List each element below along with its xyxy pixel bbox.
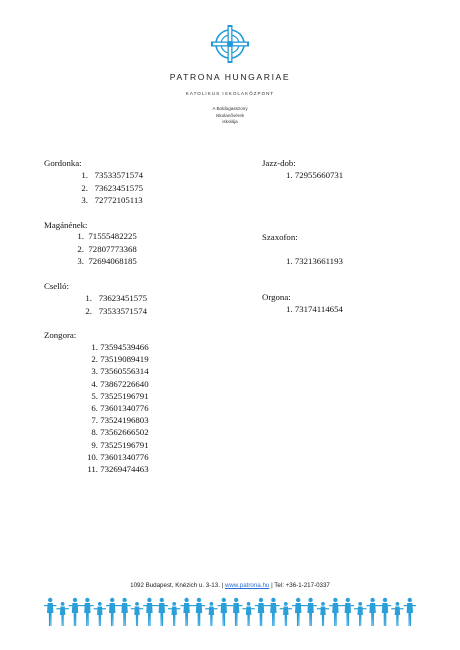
person-figure-icon [168, 602, 180, 626]
item-number: 1. [85, 293, 92, 303]
person-figure-icon [379, 598, 391, 626]
person-figure-icon [205, 602, 217, 626]
list-item [74, 182, 143, 195]
person-figure-icon [193, 598, 205, 626]
item-code: 73525196791 [100, 390, 149, 401]
person-figure-icon [106, 598, 118, 626]
person-figure-icon [354, 602, 366, 626]
section-title-zongora: Zongora: [44, 330, 77, 340]
person-figure-icon [230, 598, 242, 626]
item-code: 72694068185 [88, 256, 137, 266]
website-link[interactable]: www.patrona.hu [224, 582, 270, 589]
item-code: 73525196791 [100, 439, 149, 450]
footer-phone: | Tel: +36-1-217-0337 [271, 582, 330, 589]
list-item [84, 414, 149, 426]
item-number: 4. [91, 378, 98, 389]
item-code: 73562666502 [100, 427, 149, 438]
section-title-maganenek: Magánének: [44, 220, 88, 230]
item-number: 2. [77, 243, 84, 254]
item-number: 1. [286, 304, 293, 314]
person-figure-icon [81, 598, 93, 626]
list-item [84, 390, 149, 402]
school-name [0, 106, 460, 126]
item-code: 73601340776 [100, 451, 149, 462]
list-gordonka [74, 169, 143, 207]
item-number: 1. [286, 170, 293, 180]
item-code: 73519089419 [100, 354, 149, 365]
list-item [84, 439, 149, 451]
item-code: 73269474463 [100, 463, 149, 474]
person-figure-icon [44, 598, 56, 626]
person-figure-icon [267, 598, 279, 626]
person-figure-icon [329, 598, 341, 626]
person-figure-icon [143, 598, 155, 626]
list-item [286, 169, 343, 182]
item-code: 73174114654 [294, 304, 343, 314]
item-number: 2. [85, 305, 92, 316]
list-zongora [84, 341, 149, 475]
organization-name: PATRONA HUNGARIAE [169, 72, 291, 82]
list-item [72, 305, 147, 318]
item-number: 7. [91, 415, 98, 426]
person-figure-icon [218, 598, 230, 626]
item-number: 1. [77, 231, 84, 241]
item-code: 73533571574 [94, 170, 143, 180]
person-figure-icon [366, 598, 378, 626]
item-number: 2. [91, 354, 98, 365]
section-title-jazzdob: Jazz-dob: [262, 158, 296, 168]
school-line-3: iskolája [222, 119, 238, 124]
school-line-2: Iskolanővérek [215, 112, 245, 118]
person-figure-icon [304, 598, 316, 626]
item-code: 72955660731 [294, 170, 344, 180]
list-jazzdob [286, 169, 343, 182]
person-figure-icon [56, 602, 68, 626]
footer-address: 1092 Budapest, Knézich u. 3-13. | [130, 582, 224, 589]
item-number: 3. [81, 195, 88, 205]
organization-subtitle: KATOLIKUS ISKOLAKÖZPONT [185, 91, 275, 96]
section-title-gordonka: Gordonka: [44, 158, 82, 168]
list-item [84, 451, 149, 463]
person-figure-icon [391, 602, 403, 626]
item-number: 9. [91, 439, 98, 450]
list-item [70, 255, 137, 268]
person-figure-icon [342, 598, 354, 626]
person-figure-icon [180, 598, 192, 626]
list-item [84, 402, 149, 414]
item-number: 10. [87, 451, 98, 462]
item-number: 2. [81, 182, 88, 193]
item-code: 73867226640 [100, 378, 149, 389]
section-title-csello: Cselló: [44, 281, 69, 291]
item-code: 73623451575 [94, 182, 143, 193]
person-figure-icon [242, 602, 254, 626]
letterhead [0, 24, 460, 126]
person-figure-icon [280, 602, 292, 626]
person-figure-icon [404, 598, 416, 626]
list-item [84, 463, 149, 475]
item-number: 8. [91, 427, 98, 438]
person-figure-icon [94, 602, 106, 626]
item-code: 73524196803 [100, 415, 149, 426]
item-code: 73594539466 [100, 342, 149, 352]
list-item [286, 303, 343, 316]
item-code: 72772105113 [94, 195, 143, 205]
footer-contact [0, 582, 460, 589]
item-number: 5. [91, 390, 98, 401]
item-number: 1. [286, 256, 293, 266]
person-figure-icon [317, 602, 329, 626]
school-line-1: A Boldogasszony [212, 106, 248, 111]
list-maganenek [70, 230, 137, 268]
list-item [74, 194, 143, 207]
person-figure-icon [292, 598, 304, 626]
person-figure-icon [255, 598, 267, 626]
list-item [84, 353, 149, 365]
list-csello [72, 292, 147, 317]
item-code: 73213661193 [294, 256, 343, 266]
list-item [286, 255, 343, 268]
item-number: 1. [81, 170, 88, 180]
list-orgona [286, 303, 343, 316]
list-item [84, 365, 149, 377]
people-chain-decoration [44, 596, 416, 626]
item-number: 1. [91, 342, 98, 352]
list-item [72, 292, 147, 305]
item-code: 73601340776 [100, 402, 149, 413]
list-item [84, 341, 149, 353]
item-number: 11. [87, 463, 98, 474]
item-number: 3. [91, 366, 98, 377]
item-code: 71555482225 [88, 231, 137, 241]
item-code: 73533571574 [98, 305, 147, 316]
item-code: 72807773368 [88, 243, 137, 254]
section-title-szaxofon: Szaxofon: [262, 232, 298, 242]
patrona-logo-icon [210, 24, 250, 64]
list-item [84, 378, 149, 390]
person-figure-icon [131, 602, 143, 626]
list-item [70, 230, 137, 243]
section-title-orgona: Orgona: [262, 292, 291, 302]
item-number: 3. [77, 256, 84, 266]
list-item [84, 426, 149, 438]
list-szaxofon [286, 255, 343, 268]
person-figure-icon [156, 598, 168, 626]
item-code: 73560556314 [100, 366, 149, 377]
person-figure-icon [118, 598, 130, 626]
list-item [74, 169, 143, 182]
list-item [70, 243, 137, 256]
item-number: 6. [91, 402, 98, 413]
person-figure-icon [69, 598, 81, 626]
item-code: 73623451575 [98, 293, 147, 303]
